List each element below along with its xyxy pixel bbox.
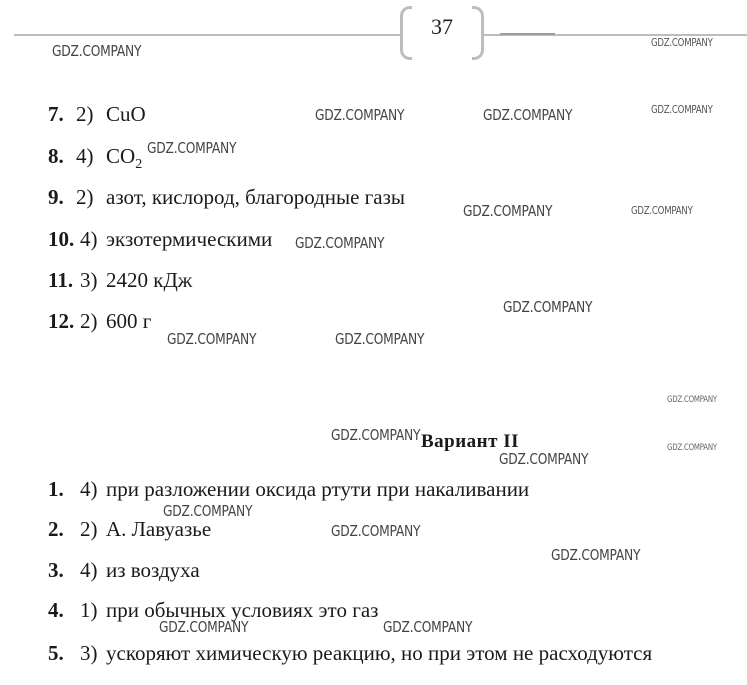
watermark: GDZ.COMPANY [499,450,589,468]
answer-number: 1. [48,477,64,501]
header-rule-accent [500,33,555,35]
watermark: GDZ.COMPANY [167,330,257,348]
answer-number: 8. [48,144,64,168]
answer-row-8 [48,146,142,172]
answer-number: 2. [48,517,64,541]
watermark: GDZ.COMPANY [315,106,405,124]
answer-number: 5. [48,641,64,665]
answer-text: азот, кислород, благородные газы [106,185,406,209]
answer-number: 12. [48,309,75,333]
answer-option: 2) [76,102,94,126]
answer-number: 10. [48,227,75,251]
watermark: GDZ.COMPANY [551,546,641,564]
watermark: GDZ.COMPANY [383,618,473,636]
answer-row-9 [48,187,405,208]
watermark: GDZ.COMPANY [651,103,713,116]
answer-number: 3. [48,558,64,582]
variant-heading: Вариант II [421,431,520,452]
answer-row-11 [48,270,192,291]
answer-option: 4) [80,477,98,501]
watermark: GDZ.COMPANY [631,204,693,217]
variant2-answer-row-2 [48,519,211,540]
watermark: GDZ.COMPANY [147,139,237,157]
watermark: GDZ.COMPANY [667,395,717,405]
answer-row-7 [48,104,146,125]
answer-number: 11. [48,268,74,292]
answer-option: 2) [80,309,98,333]
answer-option: 1) [80,598,98,622]
answer-text: CuO [106,102,146,126]
watermark: GDZ.COMPANY [331,522,421,540]
answer-text: при разложении оксида ртути при накаливании [106,477,530,501]
answer-text: 600 г [106,309,152,333]
watermark: GDZ.COMPANY [335,330,425,348]
watermark: GDZ.COMPANY [331,426,421,444]
answer-text: ускоряют химическую реакцию, но при этом не расходуются [106,641,653,665]
page-number-bracket-right [472,6,484,60]
variant2-answer-row-5 [48,643,652,664]
answer-option: 3) [80,268,98,292]
watermark: GDZ.COMPANY [503,298,593,316]
answer-text: CO [106,144,136,168]
watermark: GDZ.COMPANY [651,36,713,49]
variant2-answer-row-3 [48,560,200,581]
answer-number: 4. [48,598,64,622]
answer-option: 2) [76,185,94,209]
page-number: 37 [431,14,453,39]
answer-option: 2) [80,517,98,541]
watermark: GDZ.COMPANY [163,502,253,520]
answer-text: из воздуха [106,558,200,582]
answer-number: 9. [48,185,64,209]
answer-text: при обычных условиях это газ [106,598,379,622]
watermark: GDZ.COMPANY [295,234,385,252]
answer-option: 3) [80,641,98,665]
answer-row-12 [48,311,151,332]
answer-option: 4) [80,227,98,251]
answer-option: 4) [76,144,94,168]
page-number-bracket-left [400,6,412,60]
answer-text: 2420 кДж [106,268,193,292]
answer-text: А. Лавуазье [106,517,212,541]
answer-row-10 [48,229,272,250]
answer-subscript: 2 [135,157,143,172]
answer-option: 4) [80,558,98,582]
watermark: GDZ.COMPANY [159,618,249,636]
watermark: GDZ.COMPANY [52,42,142,60]
watermark: GDZ.COMPANY [667,443,717,453]
header-rule-left [14,34,400,36]
watermark: GDZ.COMPANY [463,202,553,220]
watermark: GDZ.COMPANY [483,106,573,124]
answer-text: экзотермическими [106,227,273,251]
variant2-answer-row-1 [48,479,529,500]
answer-number: 7. [48,102,64,126]
